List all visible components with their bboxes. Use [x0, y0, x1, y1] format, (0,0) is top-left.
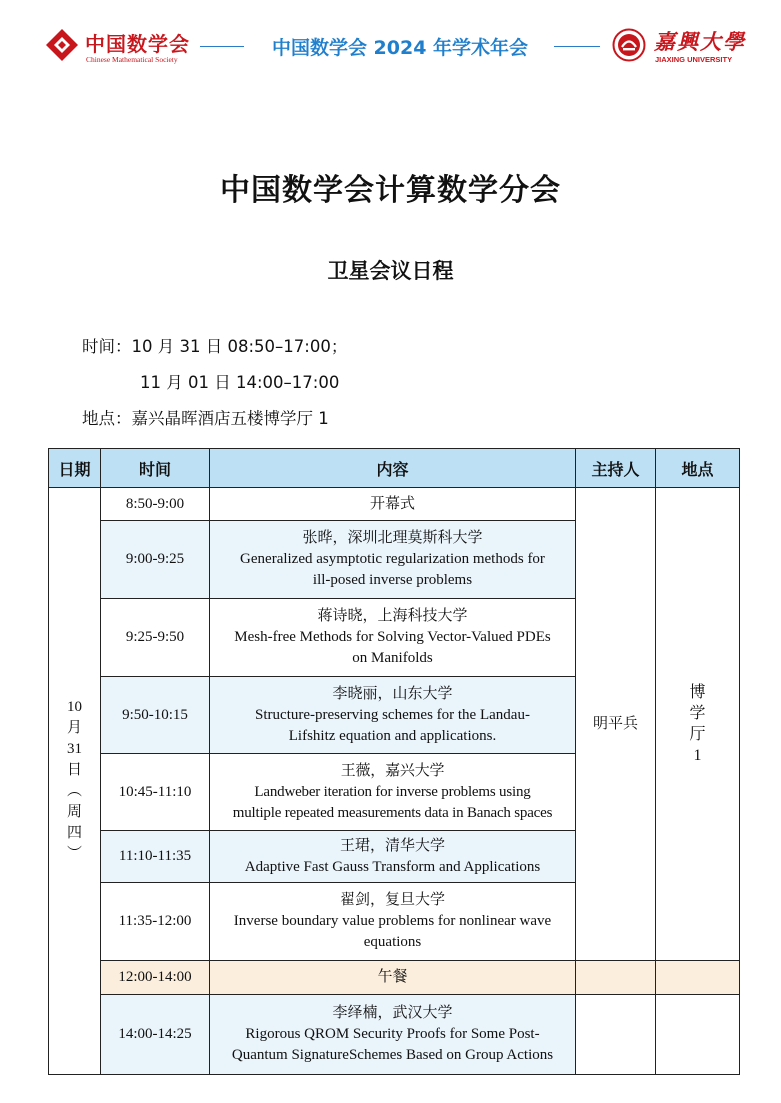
content-cell — [210, 883, 576, 961]
time-cell: 9:50-10:15 — [101, 677, 210, 754]
page-title: 中国数学会计算数学分会 — [220, 173, 561, 208]
header-content: 内容 — [210, 449, 576, 488]
content-line: 翟剑，复旦大学 — [339, 892, 445, 908]
header-time: 时间 — [101, 449, 210, 488]
time-cell: 14:00-14:25 — [101, 995, 210, 1075]
content-line: Adaptive Fast Gauss Transform and Applications — [244, 858, 541, 875]
date-char: 周 — [66, 804, 82, 820]
time-cell: 11:10-11:35 — [101, 831, 210, 883]
page-header — [0, 0, 781, 90]
host-cell-empty — [576, 995, 656, 1075]
table-row-lunch — [49, 961, 740, 995]
content-line: Rigorous QROM Security Proofs for Some Post- — [245, 1026, 540, 1042]
date-char: 月 — [66, 720, 82, 736]
content-line: 蒋诗晓，上海科技大学 — [317, 608, 468, 624]
header-divider-left — [200, 46, 244, 47]
content-cell — [210, 995, 576, 1075]
date-cell — [49, 488, 101, 1075]
date-char: 日 — [66, 762, 82, 778]
content-line: 李晓丽，山东大学 — [332, 685, 453, 702]
content-line: Quantum SignatureSchemes Based on Group Actions — [231, 1047, 554, 1063]
content-line: Inverse boundary value problems for nonlinear wave — [233, 913, 552, 929]
venue-char: 学 — [689, 704, 706, 722]
header-host: 主持人 — [576, 449, 656, 488]
table-row — [49, 488, 740, 521]
content-line: on Manifolds — [352, 650, 433, 666]
cms-logo-name-en: Chinese Mathematical Society — [86, 55, 178, 64]
venue-vertical-text — [689, 682, 705, 766]
content-line: equations — [363, 934, 422, 950]
time-label: 时间： — [82, 337, 132, 356]
time-cell: 12:00-14:00 — [101, 961, 210, 995]
time-value-2: 11 月 01 日 14:00–17:00 — [140, 373, 340, 392]
content-line: Mesh-free Methods for Solving Vector-Valued PDEs — [234, 629, 551, 645]
content-cell — [210, 521, 576, 599]
content-line: multiple repeated measurements data in Banach spaces — [232, 804, 553, 821]
cms-logo-name-cn: 中国数学会 — [85, 32, 190, 56]
venue-char: 1 — [693, 746, 702, 764]
time-cell: 9:25-9:50 — [101, 599, 210, 677]
header-title: 中国数学会 2024 年学术年会 — [271, 37, 529, 59]
time-value-1: 10 月 31 日 08:50–17:00； — [131, 337, 348, 356]
date-char: 10 — [66, 699, 82, 715]
venue-char: 厅 — [689, 725, 706, 743]
jiaxing-emblem-icon — [612, 28, 646, 62]
venue-cell-empty — [656, 995, 740, 1075]
header-date: 日期 — [49, 449, 101, 488]
content-cell — [210, 831, 576, 883]
place-label: 地点： — [82, 409, 132, 428]
content-line: Structure-preserving schemes for the Landau- — [255, 706, 530, 723]
jiaxing-logo-name-cn: 嘉興大學 — [654, 29, 746, 54]
time-cell: 11:35-12:00 — [101, 883, 210, 961]
content-line: 张晔，深圳北理莫斯科大学 — [302, 530, 483, 546]
content-line: 开幕式 — [369, 495, 415, 512]
date-vertical-text — [67, 697, 82, 865]
content-line: ill-posed inverse problems — [312, 572, 473, 588]
cms-emblem-icon — [45, 28, 79, 62]
host-cell-empty — [576, 961, 656, 995]
place-value: 嘉兴晶晖酒店五楼博学厅 1 — [131, 409, 329, 428]
table-row — [49, 995, 740, 1075]
time-cell: 8:50-9:00 — [101, 488, 210, 521]
content-cell — [210, 599, 576, 677]
content-cell — [210, 754, 576, 831]
page-subtitle: 卫星会议日程 — [327, 259, 454, 283]
time-cell: 10:45-11:10 — [101, 754, 210, 831]
content-cell — [210, 961, 576, 995]
content-cell — [210, 488, 576, 521]
content-line: 王薇，嘉兴大学 — [340, 762, 445, 779]
header-venue: 地点 — [656, 449, 740, 488]
table-header-row — [49, 449, 740, 488]
cms-logo — [45, 26, 195, 66]
venue-cell-empty — [656, 961, 740, 995]
time-line-2 — [140, 369, 339, 393]
header-divider-right — [554, 46, 600, 47]
jiaxing-logo-name-en: JIAXING UNIVERSITY — [655, 55, 733, 64]
date-char: 四 — [66, 825, 82, 841]
time-line-1 — [82, 333, 347, 357]
date-char: ︵ — [66, 783, 82, 799]
schedule-table — [48, 448, 740, 1075]
content-line: Lifshitz equation and applications. — [288, 727, 497, 744]
venue-char: 博 — [689, 683, 706, 701]
content-line: Landweber iteration for inverse problems using — [254, 783, 531, 800]
venue-cell — [656, 488, 740, 961]
content-line: Generalized asymptotic regularization methods for — [240, 551, 545, 567]
content-line: 李绎楠，武汉大学 — [332, 1005, 453, 1021]
jiaxing-university-logo — [612, 26, 752, 66]
content-line: 王珺，清华大学 — [339, 837, 445, 854]
content-line: 午餐 — [377, 969, 408, 985]
place-line — [82, 405, 329, 429]
host-cell: 明平兵 — [576, 488, 656, 961]
date-char: 31 — [66, 741, 82, 757]
time-cell: 9:00-9:25 — [101, 521, 210, 599]
content-cell — [210, 677, 576, 754]
date-char: ︶ — [66, 846, 82, 862]
